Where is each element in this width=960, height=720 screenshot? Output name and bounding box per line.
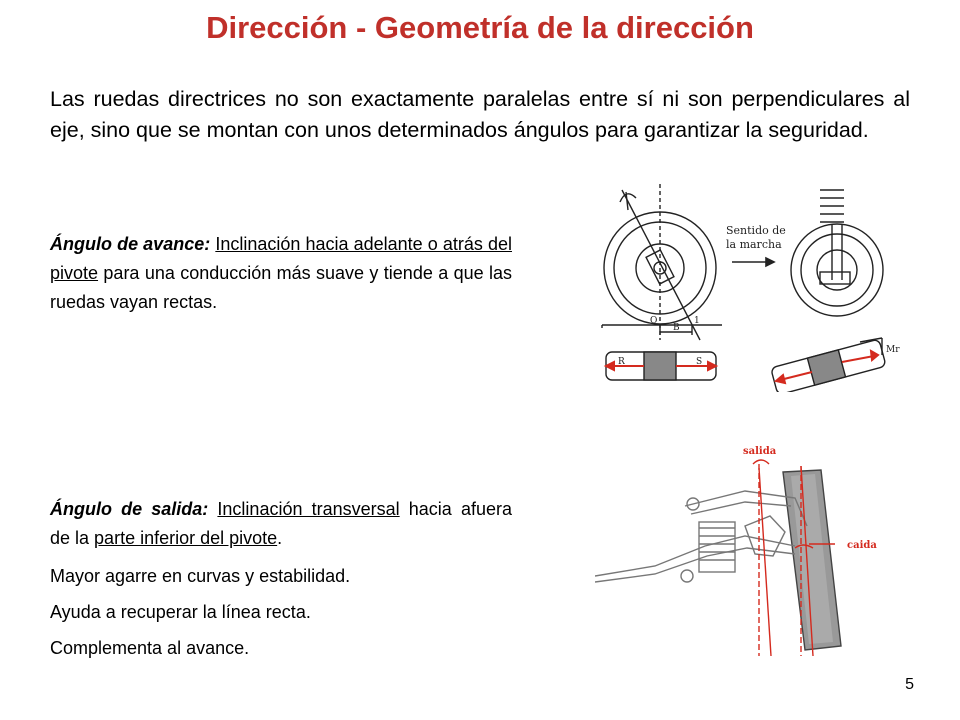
salida-benefit-3: Complementa al avance. xyxy=(50,638,250,658)
salida-definition-underlined-1: Inclinación transversal xyxy=(217,499,400,519)
caster-o-label: O xyxy=(650,316,658,326)
avance-definition-underlined: Inclinación hacia adelante o atrás del pivote xyxy=(50,234,512,283)
intro-paragraph: Las ruedas directrices no son exactamente paralelas entre sí ni son perpendiculares al eje, sino que se montan con unos determinados ángulos para garantizar la seguridad. xyxy=(50,87,910,142)
camber-salida-label: salida xyxy=(743,446,777,457)
avance-paragraph xyxy=(50,230,512,317)
caster-s-label: S xyxy=(696,357,703,367)
salida-benefit-2: Ayuda a recuperar la línea recta. xyxy=(50,602,311,622)
salida-paragraph xyxy=(50,495,512,553)
salida-definition-mid: hacia afuera de la xyxy=(50,499,512,548)
caster-r-label: R xyxy=(618,357,625,367)
caster-sentido-label-1: Sentido de xyxy=(726,224,786,237)
salida-term: Ángulo de salida: xyxy=(50,499,209,519)
caster-1-label: 1 xyxy=(694,316,700,326)
avance-definition-rest: para una conducción más suave y tiende a que las ruedas vayan rectas. xyxy=(50,263,512,312)
salida-benefit-1: Mayor agarre en curvas y estabilidad. xyxy=(50,566,351,586)
avance-term: Ángulo de avance: xyxy=(50,234,211,254)
salida-definition-end: . xyxy=(277,528,283,548)
salida-definition-underlined-2: parte inferior del pivote xyxy=(94,528,278,548)
camber-caida-label: caida xyxy=(847,540,877,551)
caster-sentido-label-2: la marcha xyxy=(726,238,782,251)
page-number: 5 xyxy=(905,676,914,693)
slide-title: Dirección - Geometría de la dirección xyxy=(206,10,754,45)
caster-angle-diagram xyxy=(592,180,910,392)
camber-angle-diagram xyxy=(595,436,895,658)
caster-b-label: B xyxy=(673,323,680,333)
caster-mr-label: Mr xyxy=(886,345,900,355)
